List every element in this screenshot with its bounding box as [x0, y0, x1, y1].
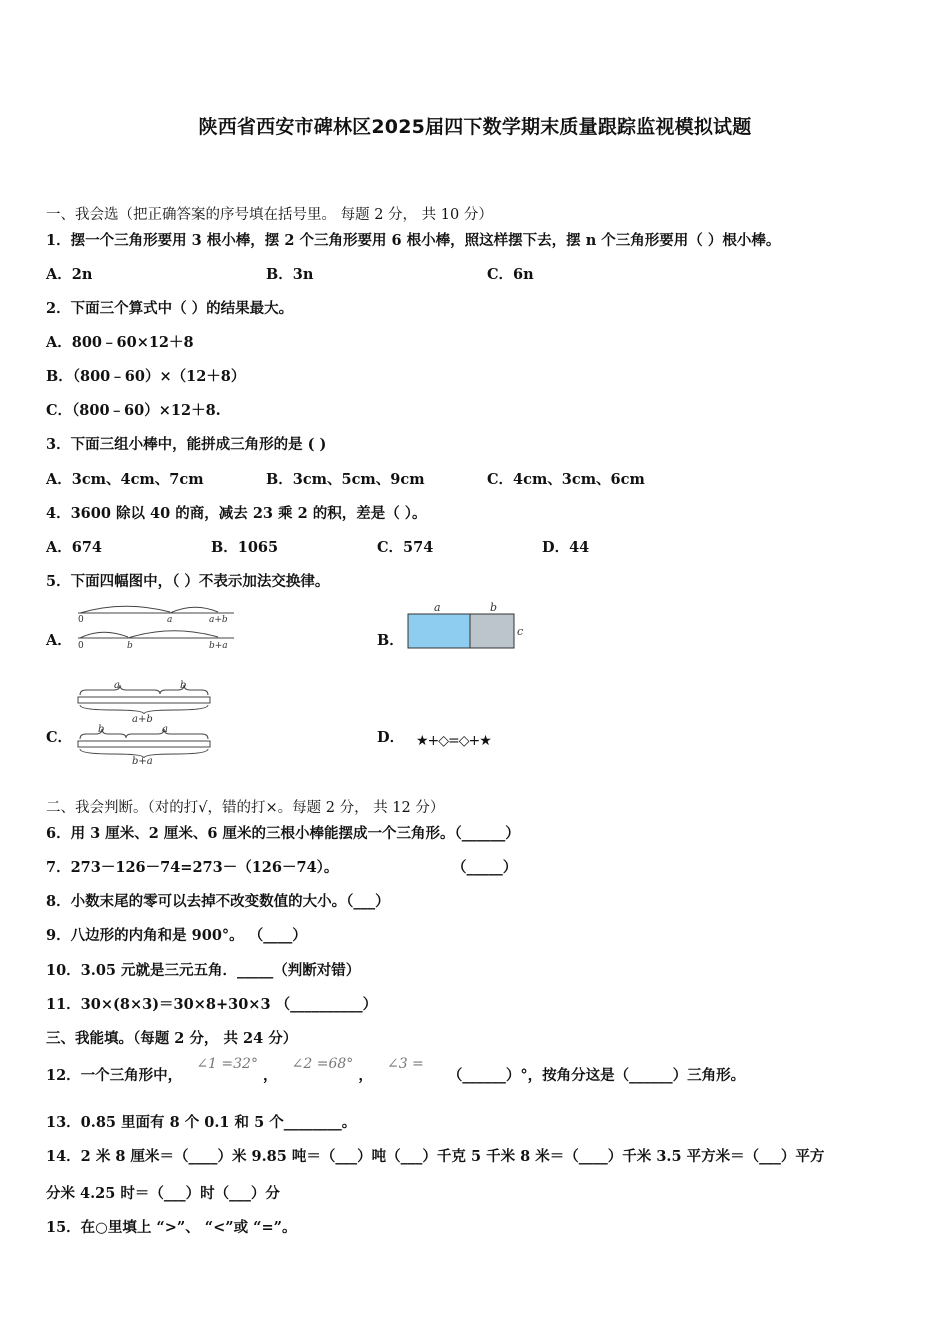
q2-option-c: C．（800﹣60）×12＋8. [46, 402, 221, 419]
q12-prefix: 12．一个三角形中， [46, 1067, 183, 1084]
fig-a-bottom-label-0: 0 [78, 641, 84, 651]
section3-heading: 三、我能填。（每题 2 分， 共 24 分） [46, 1030, 298, 1047]
question-5: 5．下面四幅图中，（ ）不表示加法交换律。 [46, 573, 330, 590]
q3-option-b: B．3cm、5cm、9cm [266, 471, 425, 488]
question-14-line-2: 分米 4.25 时＝（___）时（___）分 [46, 1185, 280, 1202]
q1-option-b: B．3n [266, 266, 314, 283]
question-14-line-1: 14．2 米 8 厘米＝（____）米 9.85 吨＝（___）吨（___）千克 5 千米 8 米＝（____）千米 3.5 平方米＝（___）平方 [46, 1148, 825, 1165]
fig-a-top-label-0: 0 [78, 615, 84, 625]
question-1: 1．摆一个三角形要用 3 根小棒，摆 2 个三角形要用 6 根小棒，照这样摆下去，摆 n 个三角形要用（ ）根小棒。 [46, 232, 781, 249]
q3-option-c: C．4cm、3cm、6cm [487, 471, 645, 488]
question-13: 13．0.85 里面有 8 个 0.1 和 5 个________。 [46, 1114, 357, 1131]
question-6: 6．用 3 厘米、2 厘米、6 厘米的三根小棒能摆成一个三角形。（______） [46, 825, 520, 842]
question-8: 8．小数末尾的零可以去掉不改变数值的大小。（___） [46, 893, 390, 910]
question-3: 3．下面三组小棒中，能拼成三角形的是 ( ) [46, 436, 327, 453]
q5-option-a: A． [46, 632, 72, 649]
question-7-blank: （_____） [452, 859, 518, 876]
fig-a-bottom-label-b: b [127, 641, 133, 651]
q5-option-c: C． [46, 729, 73, 746]
question-11: 11．30×(8×3)＝30×8+30×3 （__________） [46, 996, 378, 1013]
fig-b-label-a: a [434, 601, 441, 614]
q4-option-d: D．44 [542, 539, 590, 556]
fig-a-top-label-a: a [167, 615, 173, 625]
fig-b-rect-b [470, 614, 514, 648]
q1-option-a: A．2n [46, 266, 93, 283]
question-15: 15．在○里填上 “>”、 “<”或 “=”。 [46, 1219, 297, 1236]
page-title: 陕西省西安市碑林区2025届四下数学期末质量跟踪监视模拟试题 [198, 116, 752, 138]
q4-option-b: B．1065 [211, 539, 279, 556]
fig-b-label-c: c [517, 625, 524, 638]
section2-heading: 二、我会判断。（对的打√，错的打×。每题 2 分， 共 12 分） [46, 800, 445, 816]
section1-heading: 一、我会选（把正确答案的序号填在括号里。 每题 2 分， 共 10 分） [46, 207, 493, 223]
q5-option-d: D． [377, 729, 405, 746]
fig-b-rect-a [408, 614, 470, 648]
fig-c-top-label-a: a [114, 680, 120, 691]
question-12 [46, 1056, 746, 1085]
q12-separator-2: ， [358, 1067, 373, 1084]
q4-option-c: C．574 [377, 539, 434, 556]
q12-angle-1: ∠1 =32° [196, 1056, 258, 1072]
fig-c-top-sum: a+b [132, 714, 153, 725]
q5-figure-d-star-diamond: ★+◇=◇+★ [416, 733, 491, 749]
q5-option-b: B． [377, 632, 404, 649]
q5-figure-b-rectangles [404, 598, 534, 652]
fig-a-bottom-label-ba: b+a [209, 641, 228, 651]
question-2: 2．下面三个算式中（ ）的结果最大。 [46, 300, 294, 317]
q2-option-b: B．（800﹣60）×（12＋8） [46, 368, 246, 385]
q3-option-a: A．3cm、4cm、7cm [46, 471, 204, 488]
fig-c-bottom-label-a: a [162, 724, 168, 735]
fig-c-bottom-label-b: b [98, 724, 105, 735]
question-4: 4．3600 除以 40 的商，减去 23 乘 2 的积，差是（ ）。 [46, 505, 427, 522]
fig-b-label-b: b [490, 601, 498, 614]
q4-option-a: A．674 [46, 539, 103, 556]
q5-figure-c-segments [74, 680, 214, 764]
question-10: 10．3.05 元就是三元五角．_____（判断对错） [46, 962, 361, 979]
q1-option-c: C．6n [487, 266, 534, 283]
q12-suffix: （______）°，按角分这是（______）三角形。 [447, 1067, 746, 1084]
question-9: 9．八边形的内角和是 900°。 （____） [46, 927, 307, 944]
fig-c-top-label-b: b [180, 680, 187, 691]
fig-c-bottom-sum: b+a [132, 756, 153, 764]
q12-angle-3: ∠3 = [386, 1056, 424, 1072]
q12-angle-2: ∠2 =68° [291, 1056, 354, 1072]
q5-figure-a-number-lines [72, 600, 242, 654]
q12-separator-1: ， [263, 1067, 278, 1084]
question-7: 7．273－126－74=273－（126－74）。 [46, 859, 339, 876]
q2-option-a: A．800﹣60×12＋8 [46, 334, 194, 351]
fig-a-top-label-ab: a+b [209, 615, 228, 625]
